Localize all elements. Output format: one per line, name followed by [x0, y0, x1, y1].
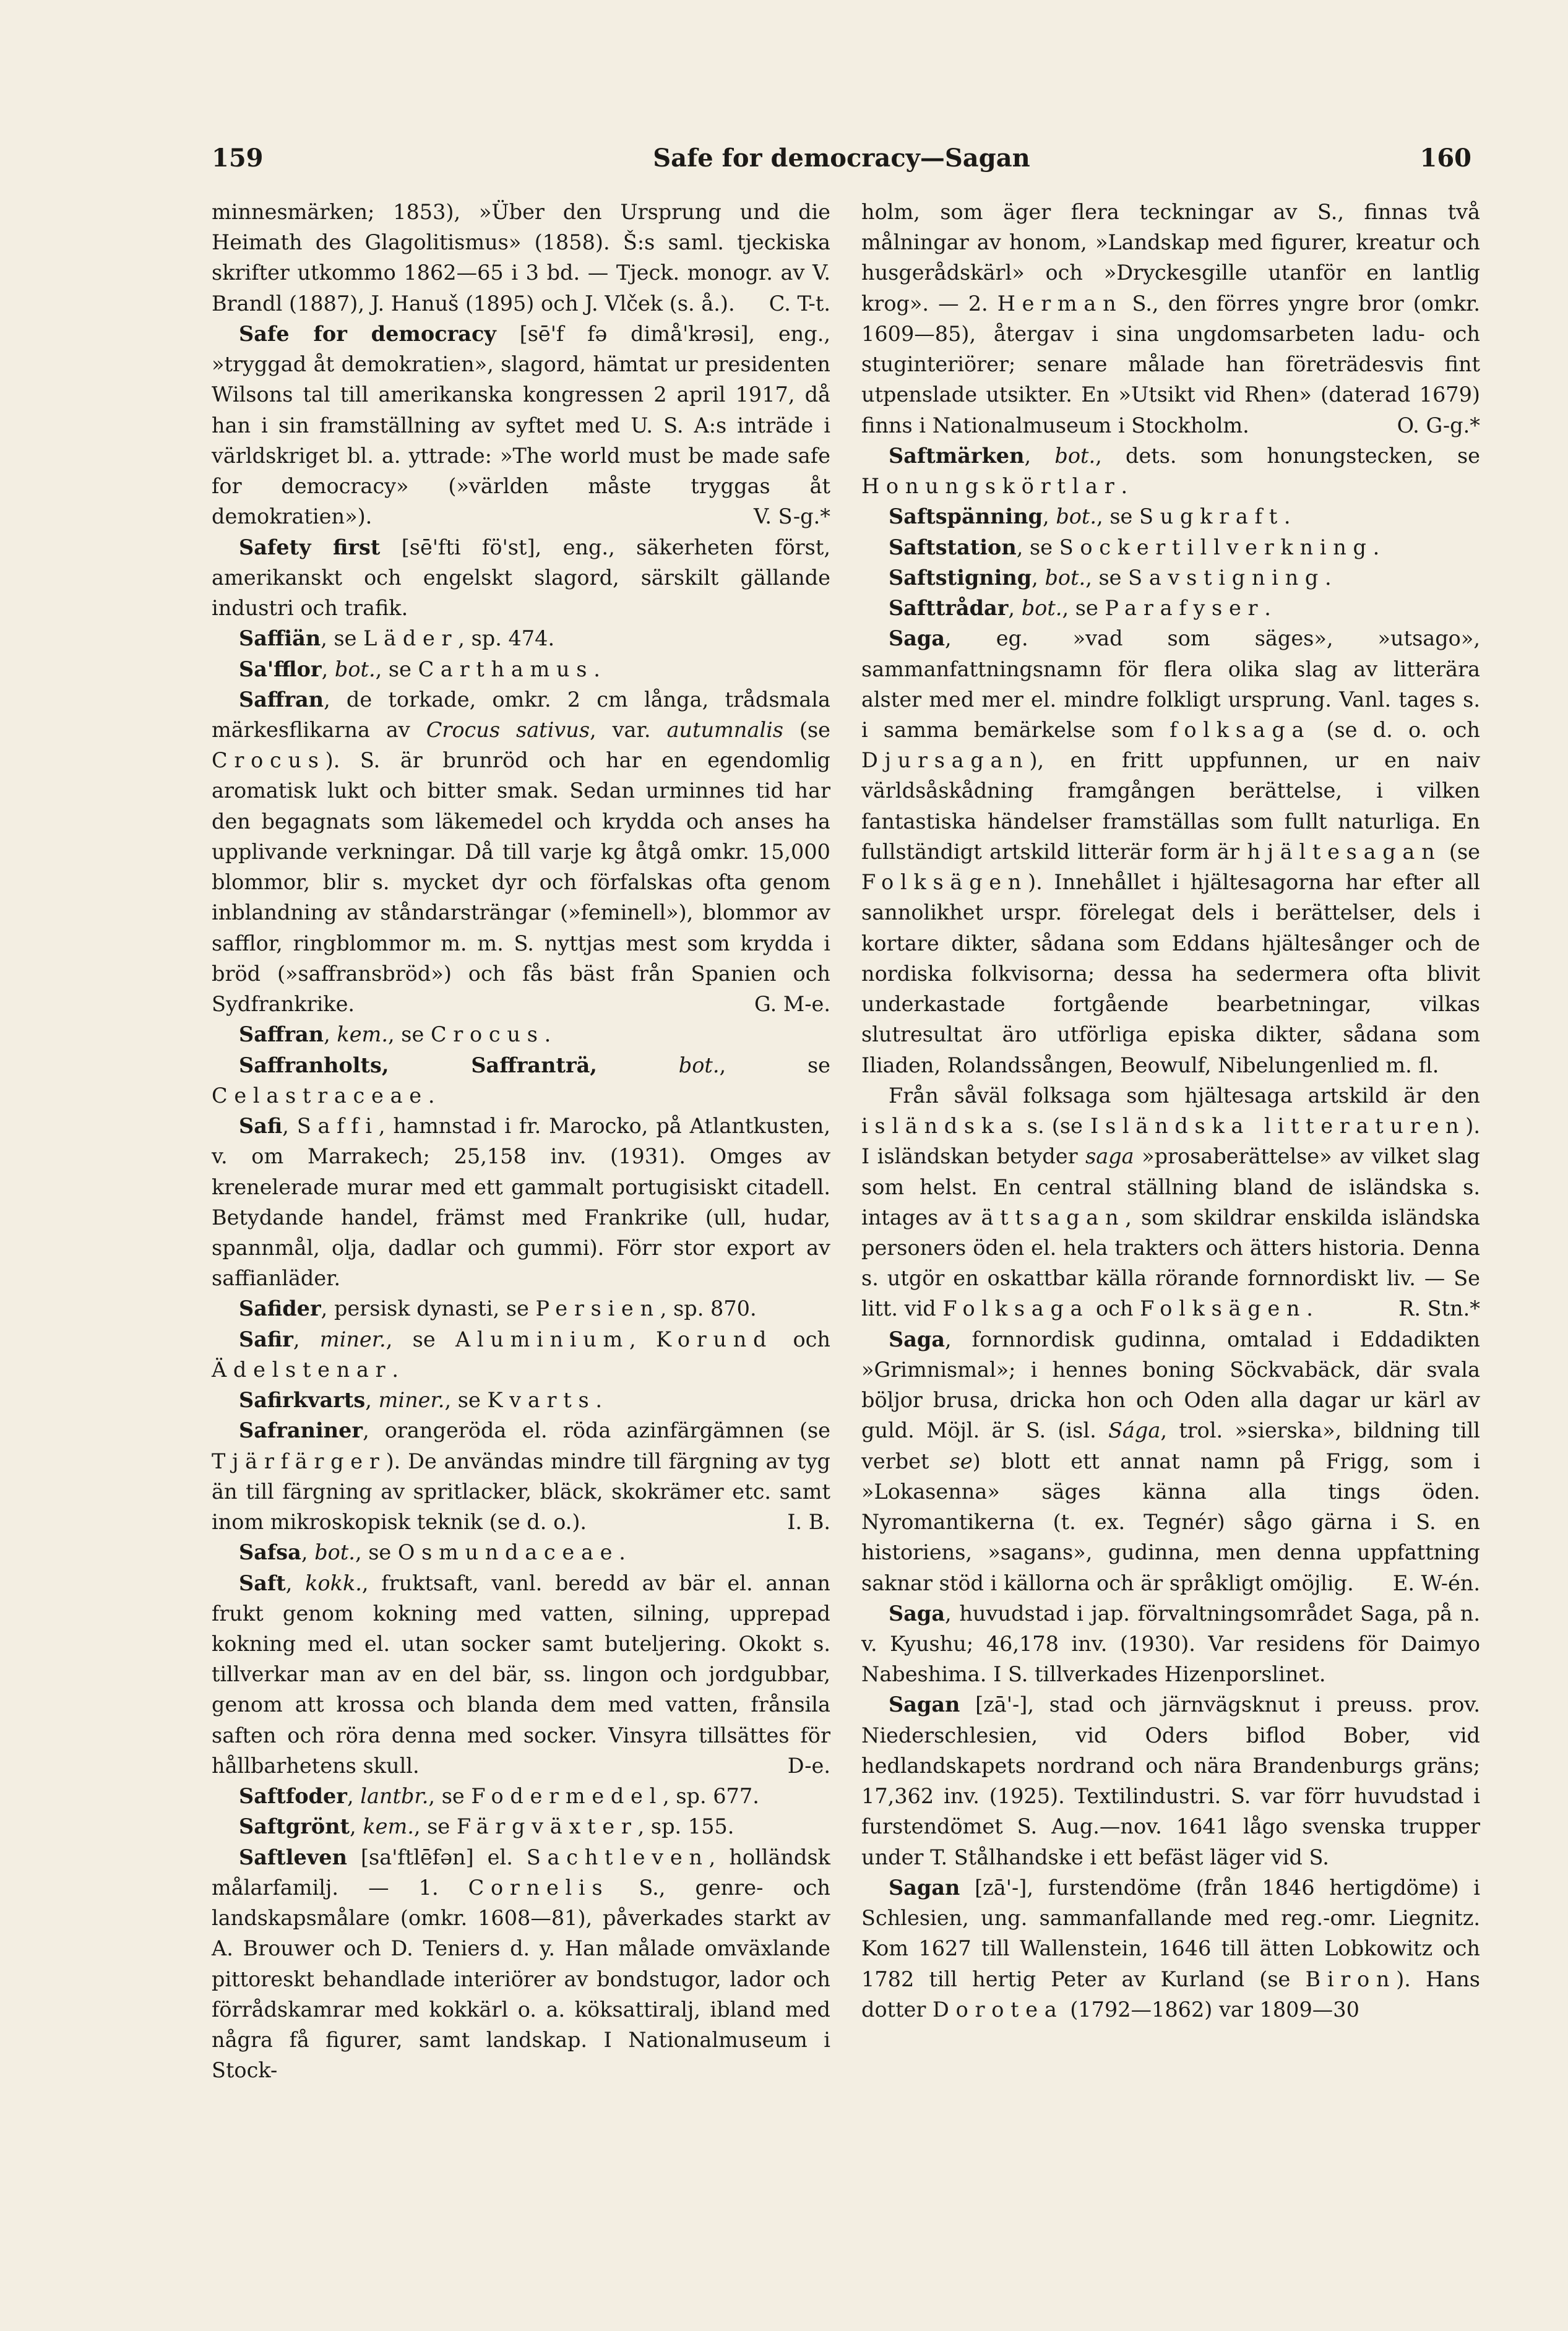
headword: Saftspänning	[889, 504, 1043, 529]
headword: Sa'fflor	[239, 657, 322, 681]
entry-text: , se	[387, 1022, 431, 1047]
entry-sagan-furstendome	[861, 1872, 1480, 2025]
entry-text: , var.	[590, 717, 667, 742]
italic-text: bot.	[678, 1053, 720, 1077]
entry-text: ,	[1043, 504, 1056, 529]
italic-text: miner.	[319, 1327, 386, 1351]
headword: Safsa	[239, 1540, 301, 1565]
headword: Safir	[239, 1327, 293, 1351]
entry-text: .	[1121, 474, 1128, 499]
entry-text: ) blott ett annat namn på Frigg, som i »Lokasenna» säges känna alla tings öden. Nyromantikerna (t. ex. Tegnér) sågo gärna i S. en historiens, »sagans», gudinna, men denna uppfattning saknar stöd i källorna och är språkligt omöjlig.	[861, 1449, 1480, 1595]
cross-reference: Cornelis	[468, 1875, 610, 1900]
page-header	[212, 144, 1471, 181]
entry-text: , hamnstad i fr. Marocko, på Atlantkusten, v. om Marrakech; 25,158 inv. (1931). Omges av krenelerade murar med ett gammalt portugisiskt citadell. Betydande handel, främst med Frankrike (ull, hudar, spannmål, olja, dadlar och gummi). Förr stor export av saffianläder.	[212, 1114, 830, 1291]
cross-reference: Djursagan	[861, 748, 1030, 773]
entry-text: ). Innehållet i hjältesagorna har efter all sannolikhet urspr. förelegat dels i berättelser, dels i kortare dikter, sådana som Eddans hjältesånger och de nordiska folkvisorna; dessa ha sedermera ofta blivit underkastade fortgående bearbetningar, vilkas slutresultat äro utförliga episka dikter, sådana som Iliaden, Rolandssången, Beowulf, Nibelungenlied m. fl.	[861, 870, 1480, 1077]
entry-text: och	[773, 1327, 830, 1351]
entry-text: .	[392, 1357, 399, 1382]
entry-text: och	[1089, 1296, 1140, 1321]
entry-saffian	[212, 623, 830, 653]
headword: Saffiän	[239, 626, 321, 651]
headword: Safider	[239, 1296, 321, 1321]
entry-text: , dets. som honungstecken, se	[1095, 443, 1480, 468]
cross-reference: Saffi	[296, 1114, 379, 1139]
entry-text: ,	[321, 657, 335, 681]
author-signature: V. S-g.*	[754, 504, 830, 529]
entry-text: , sp. 474.	[458, 626, 555, 651]
cross-reference: Aluminium	[455, 1327, 630, 1351]
cross-reference: Persien	[535, 1296, 660, 1321]
entry-text: , se	[1062, 596, 1105, 621]
cross-reference: Sugkraft	[1139, 504, 1284, 529]
entry-text: , se	[1096, 504, 1140, 529]
entry-safsa	[212, 1537, 830, 1567]
author-signature: R. Stn.*	[1398, 1296, 1480, 1321]
cross-reference: Dorotea	[933, 1997, 1064, 2022]
entry-text: [zā'-], stad och järnvägsknut i preuss. prov. Niederschlesien, vid Oders biflod Bober, vid hedlandskapets nordrand och nära Brandenburgs gräns; 17,362 inv. (1925). Textilindustri. S. var förr huvudstad i furstendömet S. Aug.—nov. 1641 lågo svenska trupper under T. Stålhandske i ett befäst läger vid S.	[861, 1692, 1480, 1869]
page-number-right: 160	[1419, 144, 1471, 173]
italic-text: Sága	[1108, 1418, 1161, 1443]
entry-text: .	[1325, 565, 1332, 590]
italic-text: bot.	[1045, 565, 1086, 590]
entry-text: , persisk dynasti, se	[321, 1296, 536, 1321]
entry-text: ). De användas mindre till färgning av tyg än till färgning av spritlacker, bläck, skokrämer etc. samt inom mikroskopisk teknik (se d. o.).	[212, 1449, 830, 1535]
entry-text: , se	[413, 1814, 457, 1839]
cross-reference: Carthamus	[418, 657, 594, 681]
entry-safflor	[212, 654, 830, 684]
entry-saftleven	[212, 1842, 830, 2086]
entry-text: [sa'ftlēfən] el.	[347, 1845, 527, 1869]
entry-text: ). I isländskan betyder	[861, 1114, 1481, 1169]
cross-reference: Osmundaceae	[397, 1540, 619, 1565]
headword: Safi	[239, 1114, 283, 1139]
entry-text: ), en fritt uppfunnen, ur en naiv världsåskådning framgången berättelse, i vilken fantastiska händelser framställas som fullt naturliga. En fullständigt artskild litterär form är	[861, 748, 1480, 864]
italic-text: bot.	[334, 657, 376, 681]
cross-reference: Sockertillverkning	[1059, 535, 1373, 559]
cross-reference: Folksägen	[861, 870, 1028, 895]
headword: Saftstation	[889, 535, 1017, 559]
entry-text: .	[1372, 535, 1380, 559]
cross-reference: Folksaga	[942, 1296, 1090, 1321]
entry-saffranholts	[212, 1050, 830, 1111]
entry-saffran-kem	[212, 1019, 830, 1049]
entry-saftspanning	[861, 501, 1480, 532]
entry-text: (se d. o. och	[1311, 717, 1480, 742]
entry-text: , se	[386, 1327, 455, 1351]
cross-reference: isländska	[861, 1114, 1020, 1139]
entry-text: ). Hans dotter	[861, 1967, 1480, 2022]
author-signature: C. T-t.	[769, 291, 830, 316]
entry-text: .	[619, 1540, 626, 1565]
entry-text: , holländsk målarfamilj. — 1.	[212, 1845, 830, 1900]
cross-reference: Folksägen	[1140, 1296, 1307, 1321]
headword: Saftfoder	[239, 1784, 347, 1809]
entry-text: , eg. »vad som säges», »utsago», sammanfattningsnamn för flera olika slag av litterära alster med mer el. mindre folkligt ursprung. Vanl. tages s. i samma bemärkelse som	[861, 626, 1480, 742]
entry-text: ,	[347, 1784, 361, 1809]
entry-text: , se	[719, 1053, 830, 1077]
entry-text: .	[1264, 596, 1271, 621]
italic-text: bot.	[1054, 443, 1096, 468]
entry-saga	[861, 623, 1480, 1080]
italic-text: bot.	[1056, 504, 1097, 529]
entry-text: .	[595, 1388, 603, 1413]
headword: Saga	[889, 1327, 946, 1351]
entry-saft	[212, 1568, 830, 1782]
headword: Safirkvarts	[239, 1388, 366, 1413]
entry-text: ,	[365, 1388, 379, 1413]
italic-text: lantbr.	[360, 1784, 429, 1809]
entry-holm	[861, 197, 1480, 441]
italic-text: se	[949, 1449, 973, 1473]
entry-text: minnesmärken; 1853), »Über den Ursprung und die Heimath des Glagolitismus» (1858). Š:s saml. tjeckiska skrifter utkommo 1862—65 i 3 bd. — Tjeck. monogr. av V. Brandl (1887), J. Hanuš (1895) och J. Vlček (s. å.).	[212, 200, 830, 316]
entry-text: ,	[350, 1814, 363, 1839]
entry-text: .	[1306, 1296, 1313, 1321]
headword: Saftleven	[239, 1845, 347, 1869]
entry-saftgront	[212, 1811, 830, 1842]
cross-reference: Kvarts	[487, 1388, 596, 1413]
entry-saga-p2	[861, 1080, 1480, 1324]
cross-reference: Isländska litteraturen	[1090, 1114, 1466, 1139]
entry-text: ,	[301, 1540, 315, 1565]
entry-text: , se	[355, 1540, 398, 1565]
entry-text: , sp. 155.	[637, 1814, 734, 1839]
entry-text: (se	[1441, 839, 1480, 864]
entry-text: S., den förres yngre bror (omkr. 1609—85), återgav i sina ungdomsarbeten ladu- och stuginteriörer; senare målade han företrädesvis fint utpenslade utsikter. En »Utsikt vid Rhen» (daterad 1679) finns i Nationalmuseum i Stockholm.	[861, 291, 1480, 437]
entry-safttradar	[861, 593, 1480, 623]
entry-saftstation	[861, 532, 1480, 562]
entry-text: , sp. 870.	[660, 1296, 757, 1321]
cross-reference: Biron	[1305, 1967, 1397, 1991]
entry-text: , fornnordisk gudinna, omtalad i Eddadikten »Grimnismal»; i hennes boning Söckvabäck, där svala böljor brusa, dricka hon och Oden alla dagar ur kärl av guld. Möjl. är S. (isl.	[861, 1327, 1480, 1443]
cross-reference: Fodermedel	[471, 1784, 663, 1809]
headword: Saga	[889, 626, 946, 651]
headword: Saftmärken	[889, 443, 1025, 468]
right-column	[861, 197, 1480, 2025]
entry-text: , se	[375, 657, 418, 681]
entry-text: [sē'fti fö'st], eng., säkerheten först, amerikanskt och engelskt slagord, särskilt gällande industri och trafik.	[212, 535, 830, 621]
italic-text: autumnalis	[666, 717, 783, 742]
headword: Sagan	[889, 1692, 960, 1717]
entry-text: .	[544, 1022, 551, 1047]
headword: Safraniner	[239, 1418, 363, 1443]
entry-text: Från såväl folksaga som hjältesaga artskild är den	[889, 1083, 1480, 1108]
entry-text: [zā'-], furstendöme (från 1846 hertigdöme) i Schlesien, ung. sammanfallande med reg.-omr. Liegnitz. Kom 1627 till Wallenstein, 1646 till ätten Lobkowitz och 1782 till hertig Peter av Kurland (se	[861, 1875, 1480, 1991]
entry-text: ,	[285, 1571, 306, 1595]
headword: Safttrådar	[889, 596, 1009, 621]
entry-text: , se	[1016, 535, 1059, 559]
headword: Safe for democracy	[239, 321, 496, 346]
entry-text: [sē'f fə dimå'krəsi], eng., »tryggad åt demokratien», slagord, hämtat ur presidenten Wilsons tal till amerikanska kongressen 2 april 1917, då han i sin framställning av syftet med U. S. A:s inträde i världskriget bl. a. yttrade: »The world must be made safe for democracy» (»världen måste tryggas åt demokratien»).	[212, 321, 830, 529]
headword: Sagan	[889, 1875, 960, 1900]
headword: Saftstigning	[889, 565, 1032, 590]
cross-reference: Crocus	[212, 748, 325, 773]
entry-saffran	[212, 684, 830, 1020]
entry-text: S., genre- och landskapsmålare (omkr. 1608—81), påverkades starkt av A. Brouwer och D. Teniers d. y. Han målade omväxlande pittoreskt behandlade interiörer av bondstugor, lador och förrådskamrar med kokkärl o. a. köksattiralj, ibland med några få figurer, samt landskap. I Nationalmuseum i Stock-	[212, 1875, 831, 2083]
entry-text: , se	[1085, 565, 1129, 590]
entry-saftmarken	[861, 441, 1480, 501]
headword: Saffranholts, Saffranträ,	[239, 1053, 597, 1077]
entry-text: (1792—1862) var 1809—30	[1063, 1997, 1359, 2022]
entry-text: , se	[444, 1388, 488, 1413]
cross-reference: Parafyser	[1105, 596, 1265, 621]
entry-text: , orangeröda el. röda azinfärgämnen (se	[363, 1418, 830, 1443]
cross-reference: Celastraceae	[212, 1083, 428, 1108]
entry-text: , sp. 677.	[663, 1784, 759, 1809]
entry-text: ,	[629, 1327, 656, 1351]
author-signature: E. W-én.	[1392, 1571, 1480, 1595]
italic-text: bot.	[314, 1540, 355, 1565]
entry-text	[597, 1053, 679, 1077]
entry-safirkvarts	[212, 1385, 830, 1415]
running-title: Safe for democracy—Sagan	[653, 144, 1030, 173]
entry-text: s. (se	[1019, 1114, 1091, 1139]
cross-reference: Honungskörtlar	[861, 474, 1121, 499]
entry-text: ). S. är brunröd och har en egendomlig aromatisk lukt och bitter smak. Sedan urminnes tid har den begagnats som läkemedel och krydda och anses ha upplivande verkningar. Då till varje kg åtgå omkr. 15,000 blommor, blir s. mycket dyr och förfalskas ofta genom inblandning av ståndarsträngar (»feminell»), blommor av safflor, ringblommor m. m. S. nyttjas mest som krydda i bröd (»saffransbröd») och fås bäst från Spanien och Sydfrankrike.	[212, 748, 830, 1017]
italic-text: kem.	[337, 1022, 388, 1047]
headword: Saga	[889, 1601, 946, 1626]
italic-text: kem.	[363, 1814, 414, 1839]
entry-text: , se	[428, 1784, 472, 1809]
italic-text: kokk.	[305, 1571, 362, 1595]
cross-reference: Herman	[997, 291, 1123, 316]
entry-text: »prosaberättelse» av vilket slag som helst. En central ställning bland de isländska s. intages av	[861, 1144, 1480, 1230]
entry-safety-first	[212, 532, 830, 624]
headword: Saft	[239, 1571, 286, 1595]
entry-text: ,	[1008, 596, 1022, 621]
headword: Safety first	[239, 535, 381, 559]
entry-text: holm, som äger flera teckningar av S., finnas två målningar av honom, »Landskap med figurer, kreatur och husgerådskärl» och »Dryckesgille utanför en lantlig krog». — 2.	[861, 200, 1480, 316]
entry-text: , fruktsaft, vanl. beredd av bär el. annan frukt genom kokning med vatten, silning, upprepad kokning med el. utan socker samt buteljering. Okokt s. tillverkar man av en del bär, ss. lingon och jordgubbar, genom att krossa och blanda dem med vatten, frånsila saften och röra denna med socker. Vinsyra tillsättes för hållbarhetens skull.	[212, 1571, 830, 1778]
cross-reference: Läder	[363, 626, 459, 651]
entry-text: , trol. »sierska», bildning till verbet	[861, 1418, 1480, 1473]
cross-reference: Färgväxter	[456, 1814, 638, 1839]
headword: Saftgrönt	[239, 1814, 350, 1839]
entry-text: , som skildrar enskilda isländska personers öden el. hela trakters och ätters historia. Denna s. utgör en oskattbar källa rörande fornnordiskt liv. — Se litt. vid	[861, 1205, 1480, 1321]
entry-text: , se	[321, 626, 364, 651]
headword: Saffran	[239, 1022, 324, 1047]
entry-safraniner	[212, 1415, 830, 1537]
entry-text: , de torkade, omkr. 2 cm långa, trådsmala märkesflikarna av	[212, 687, 830, 742]
italic-text: miner.	[378, 1388, 445, 1413]
entry-text: .	[428, 1083, 435, 1108]
entry-safe-for-democracy	[212, 319, 830, 532]
entry-saftstigning	[861, 562, 1480, 593]
headword: Saffran	[239, 687, 324, 712]
entry-text: ,	[293, 1327, 320, 1351]
cross-reference: Crocus	[430, 1022, 545, 1047]
cross-reference: Savstigning	[1128, 565, 1325, 590]
entry-safir	[212, 1324, 830, 1385]
cross-reference: hjältesagan	[1247, 839, 1442, 864]
cross-reference: folksaga	[1170, 717, 1311, 742]
entry-saftfoder	[212, 1781, 830, 1811]
italic-text: bot.	[1021, 596, 1062, 621]
italic-text: Crocus sativus	[426, 717, 590, 742]
entry-text: .	[1283, 504, 1291, 529]
cross-reference: Korund	[655, 1327, 773, 1351]
left-column	[212, 197, 830, 2086]
entry-text: .	[593, 657, 600, 681]
entry-text: (se	[783, 717, 831, 742]
entry-text: ,	[282, 1114, 297, 1139]
entry-sagan-stad	[861, 1689, 1480, 1872]
cross-reference: Ädelstenar	[212, 1357, 392, 1382]
entry-text: , huvudstad i jap. förvaltningsområdet Saga, på n. v. Kyushu; 46,178 inv. (1930). Var residens för Daimyo Nabeshima. I S. tillverkades Hizenporslinet.	[861, 1601, 1480, 1687]
author-signature: O. G-g.*	[1397, 413, 1480, 437]
entry-text: ,	[324, 1022, 337, 1047]
author-signature: G. M-e.	[754, 992, 830, 1017]
entry-safi	[212, 1111, 830, 1293]
entry-text: ,	[1024, 443, 1055, 468]
cross-reference: ättsagan	[981, 1205, 1126, 1230]
entry-saga-stad	[861, 1598, 1480, 1690]
entry-text: ,	[1032, 565, 1045, 590]
entry-safider	[212, 1293, 830, 1324]
italic-text: saga	[1085, 1144, 1134, 1169]
entry-minnesmarken	[212, 197, 830, 319]
cross-reference: Tjärfärger	[212, 1449, 386, 1473]
entry-saga-gudinna	[861, 1324, 1480, 1598]
author-signature: D-e.	[787, 1753, 830, 1778]
page-number-left: 159	[212, 144, 264, 173]
cross-reference: Sachtleven	[526, 1845, 709, 1869]
author-signature: I. B.	[787, 1510, 830, 1535]
